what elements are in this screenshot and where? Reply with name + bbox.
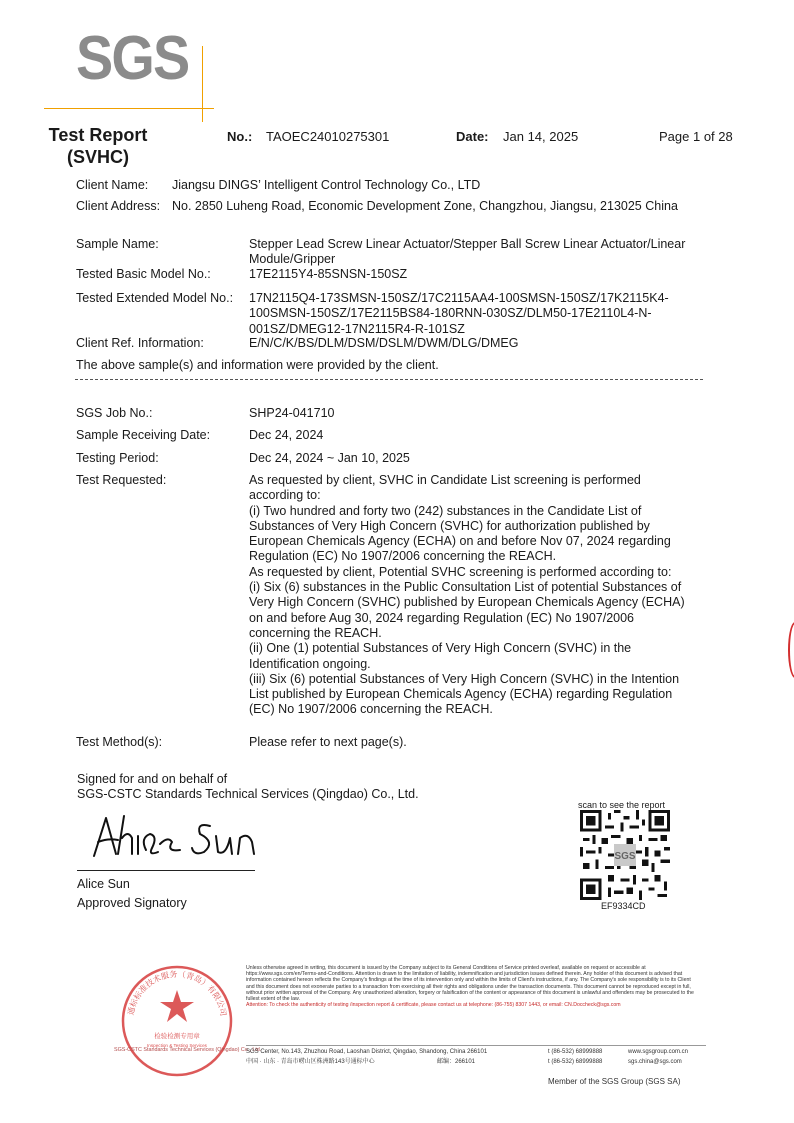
edge-seal-fragment xyxy=(788,622,794,678)
terms-fine-print xyxy=(246,965,694,1008)
testing-period: Dec 24, 2024 ~ Jan 10, 2025 xyxy=(249,451,410,465)
requested-line: European Chemicals Agency (ECHA) on and before Nov 07, 2024 regarding xyxy=(249,534,671,549)
authenticity-notice: Attention: To check the authenticity of testing /inspection report & certificate, please contact us at telephone: (86-755) 8307 1443, or email: CN.Doccheck@sgs.com xyxy=(246,1002,621,1009)
provided-statement: The above sample(s) and information were provided by the client. xyxy=(76,358,439,372)
client-address: No. 2850 Luheng Road, Economic Development Zone, Changzhou, Jiangsu, 213025 China xyxy=(172,199,678,213)
test-requested-label: Test Requested: xyxy=(76,473,167,487)
qr-code[interactable] xyxy=(580,810,670,900)
signatory-title: Approved Signatory xyxy=(77,896,187,910)
extended-model xyxy=(249,291,719,337)
qr-code-id: EF9334CD xyxy=(601,901,646,911)
client-ref-label: Client Ref. Information: xyxy=(76,336,204,350)
sample-name-line: Module/Gripper xyxy=(249,252,336,267)
report-title: Test Report (SVHC) xyxy=(48,125,148,167)
report-date-label: Date: xyxy=(456,129,489,144)
testing-period-label: Testing Period: xyxy=(76,451,159,465)
extended-model-label: Tested Extended Model No.: xyxy=(76,291,234,305)
requested-line: (iii) Six (6) potential Substances of Very High Concern (SVHC) in the Intention xyxy=(249,671,680,686)
sample-name xyxy=(249,237,719,268)
requested-line: Substances of Very High Concern (SVHC) for authorization published by xyxy=(249,518,650,533)
client-name: Jiangsu DINGS’ Intelligent Control Technology Co., LTD xyxy=(172,178,481,192)
signature-block xyxy=(77,772,419,803)
section-divider xyxy=(75,379,703,380)
footer-postcode: 邮编：266101 xyxy=(437,1059,476,1065)
requested-line: As requested by client, Potential SVHC screening is performed according to: xyxy=(249,564,672,579)
requested-line: Very High Concern (SVHC) published by European Chemicals Agency (ECHA) xyxy=(249,595,685,610)
signed-for: Signed for and on behalf of xyxy=(77,772,228,786)
requested-line: according to: xyxy=(249,488,321,503)
requested-line: (i) Two hundred and forty two (242) substances in the Candidate List of xyxy=(249,503,642,518)
terms-text: Unless otherwise agreed in writing, this document is issued by the Company subject to its General Conditions of Service printed overleaf, available on request or accessible at https://www.sgs.com/en/Terms-and-Conditions. Attention is drawn to the limitation of liability, indemnification and jurisdiction issues defined therein. Any holder of this document is advised that information contained hereon reflects the Company's findings at the time of its intervention only and within the limits of Client's instructions, if any. The Company's sole responsibility is to its Client and this document does not exonerate parties to a transaction from exercising all their rights and obligations under the transaction documents. This document cannot be reproduced except in full, without prior written approval of the Company. Any unauthorized alteration, forgery or falsification of the content or appearance of this document is unlawful and offenders may be prosecuted to the fullest extent of the law. xyxy=(246,965,694,1003)
job-number-label: SGS Job No.: xyxy=(76,406,153,420)
sgs-logo xyxy=(76,24,216,96)
basic-model-label: Tested Basic Model No.: xyxy=(76,267,211,281)
sgs-group-membership: Member of the SGS Group (SGS SA) xyxy=(548,1077,681,1086)
requested-line: on and before Aug 30, 2024 regarding Regulation (EC) No 1907/2006 xyxy=(249,610,635,625)
extended-model-line: 001SZ/DMEG12-17N2115R4-R-101SZ xyxy=(249,321,465,336)
requested-line: List published by European Chemicals Agency (ECHA) regarding Regulation xyxy=(249,687,673,702)
extended-model-line: 17N2115Q4-173SMSN-150SZ/17C2115AA4-100SMSN-150SZ/17K2115K4- xyxy=(249,291,669,305)
inspection-seal xyxy=(118,962,236,1080)
seal-star-icon xyxy=(160,990,194,1022)
seal-ring-text: 通标标准技术服务（青岛）有限公司 xyxy=(126,969,228,1017)
qr-center-text: SGS xyxy=(614,851,636,863)
seal-center-cn: 检验检测专用章 xyxy=(154,1032,200,1040)
handwritten-signature xyxy=(88,808,263,868)
sample-name-label: Sample Name: xyxy=(76,237,159,251)
requested-line: (EC) No 1907/2006 concerning the REACH. xyxy=(249,702,493,717)
page-indicator: Page 1 of 28 xyxy=(659,129,733,144)
requested-line: (i) Six (6) substances in the Public Consultation List of potential Substances of xyxy=(249,580,682,595)
report-number-label: No.: xyxy=(227,129,253,144)
test-method: Please refer to next page(s). xyxy=(249,735,407,749)
qr-caption: scan to see the report xyxy=(578,800,666,810)
seal-center-en: Inspection & Testing Services xyxy=(147,1043,207,1048)
sample-name-line: Stepper Lead Screw Linear Actuator/Stepper Ball Screw Linear Actuator/Linear xyxy=(249,237,686,251)
footer-tel-2: t (86-532) 68999888 xyxy=(548,1059,603,1065)
footer-address-cn: 中国 · 山东 · 青岛市崂山区株洲路143号通标中心 xyxy=(246,1059,375,1065)
receiving-date: Dec 24, 2024 xyxy=(249,428,324,442)
basic-model: 17E2115Y4-85SNSN-150SZ xyxy=(249,267,408,281)
signature-line xyxy=(77,870,255,871)
job-number: SHP24-041710 xyxy=(249,406,335,420)
footer-website[interactable]: www.sgsgroup.com.cn xyxy=(628,1049,689,1055)
report-date: Jan 14, 2025 xyxy=(503,129,579,144)
requested-line: concerning the REACH. xyxy=(249,625,382,640)
requested-line: (ii) One (1) potential Substances of Very High Concern (SVHC) in the xyxy=(249,641,632,656)
footer-tel: t (86-532) 68999888 xyxy=(548,1049,603,1055)
seal-side-text: SGS-CSTC Standards Technical Services (Qingdao) Co., Ltd. xyxy=(114,1047,262,1053)
logo-rule-vertical xyxy=(202,46,203,122)
footer-address-en: SGS Center, No.143, Zhuzhou Road, Laoshan District, Qingdao, Shandong, China 266101 xyxy=(246,1049,488,1055)
client-ref: E/N/C/K/BS/DLM/DSM/DSLM/DWM/DLG/DMEG xyxy=(249,336,519,350)
extended-model-line: 100SMSN-150SZ/17E2115BS84-180RNN-030SZ/DLM50-17E2110L4-N- xyxy=(249,306,652,321)
receiving-date-label: Sample Receiving Date: xyxy=(76,428,211,442)
footer-email[interactable]: sgs.china@sgs.com xyxy=(628,1059,682,1065)
client-address-label: Client Address: xyxy=(76,199,161,213)
test-method-label: Test Method(s): xyxy=(76,735,163,749)
report-number: TAOEC24010275301 xyxy=(266,129,390,144)
signing-company: SGS-CSTC Standards Technical Services (Qingdao) Co., Ltd. xyxy=(77,787,419,802)
logo-rule-horizontal xyxy=(44,108,214,109)
test-requested xyxy=(249,473,719,718)
client-name-label: Client Name: xyxy=(76,178,149,192)
footer-rule xyxy=(246,1045,706,1046)
signatory-name: Alice Sun xyxy=(77,877,130,891)
requested-line: Identification ongoing. xyxy=(249,656,371,671)
requested-line: As requested by client, SVHC in Candidate List screening is performed xyxy=(249,473,641,487)
logo-text: SGS xyxy=(76,24,189,93)
requested-line: Regulation (EC) No 1907/2006 concerning the REACH. xyxy=(249,549,557,564)
